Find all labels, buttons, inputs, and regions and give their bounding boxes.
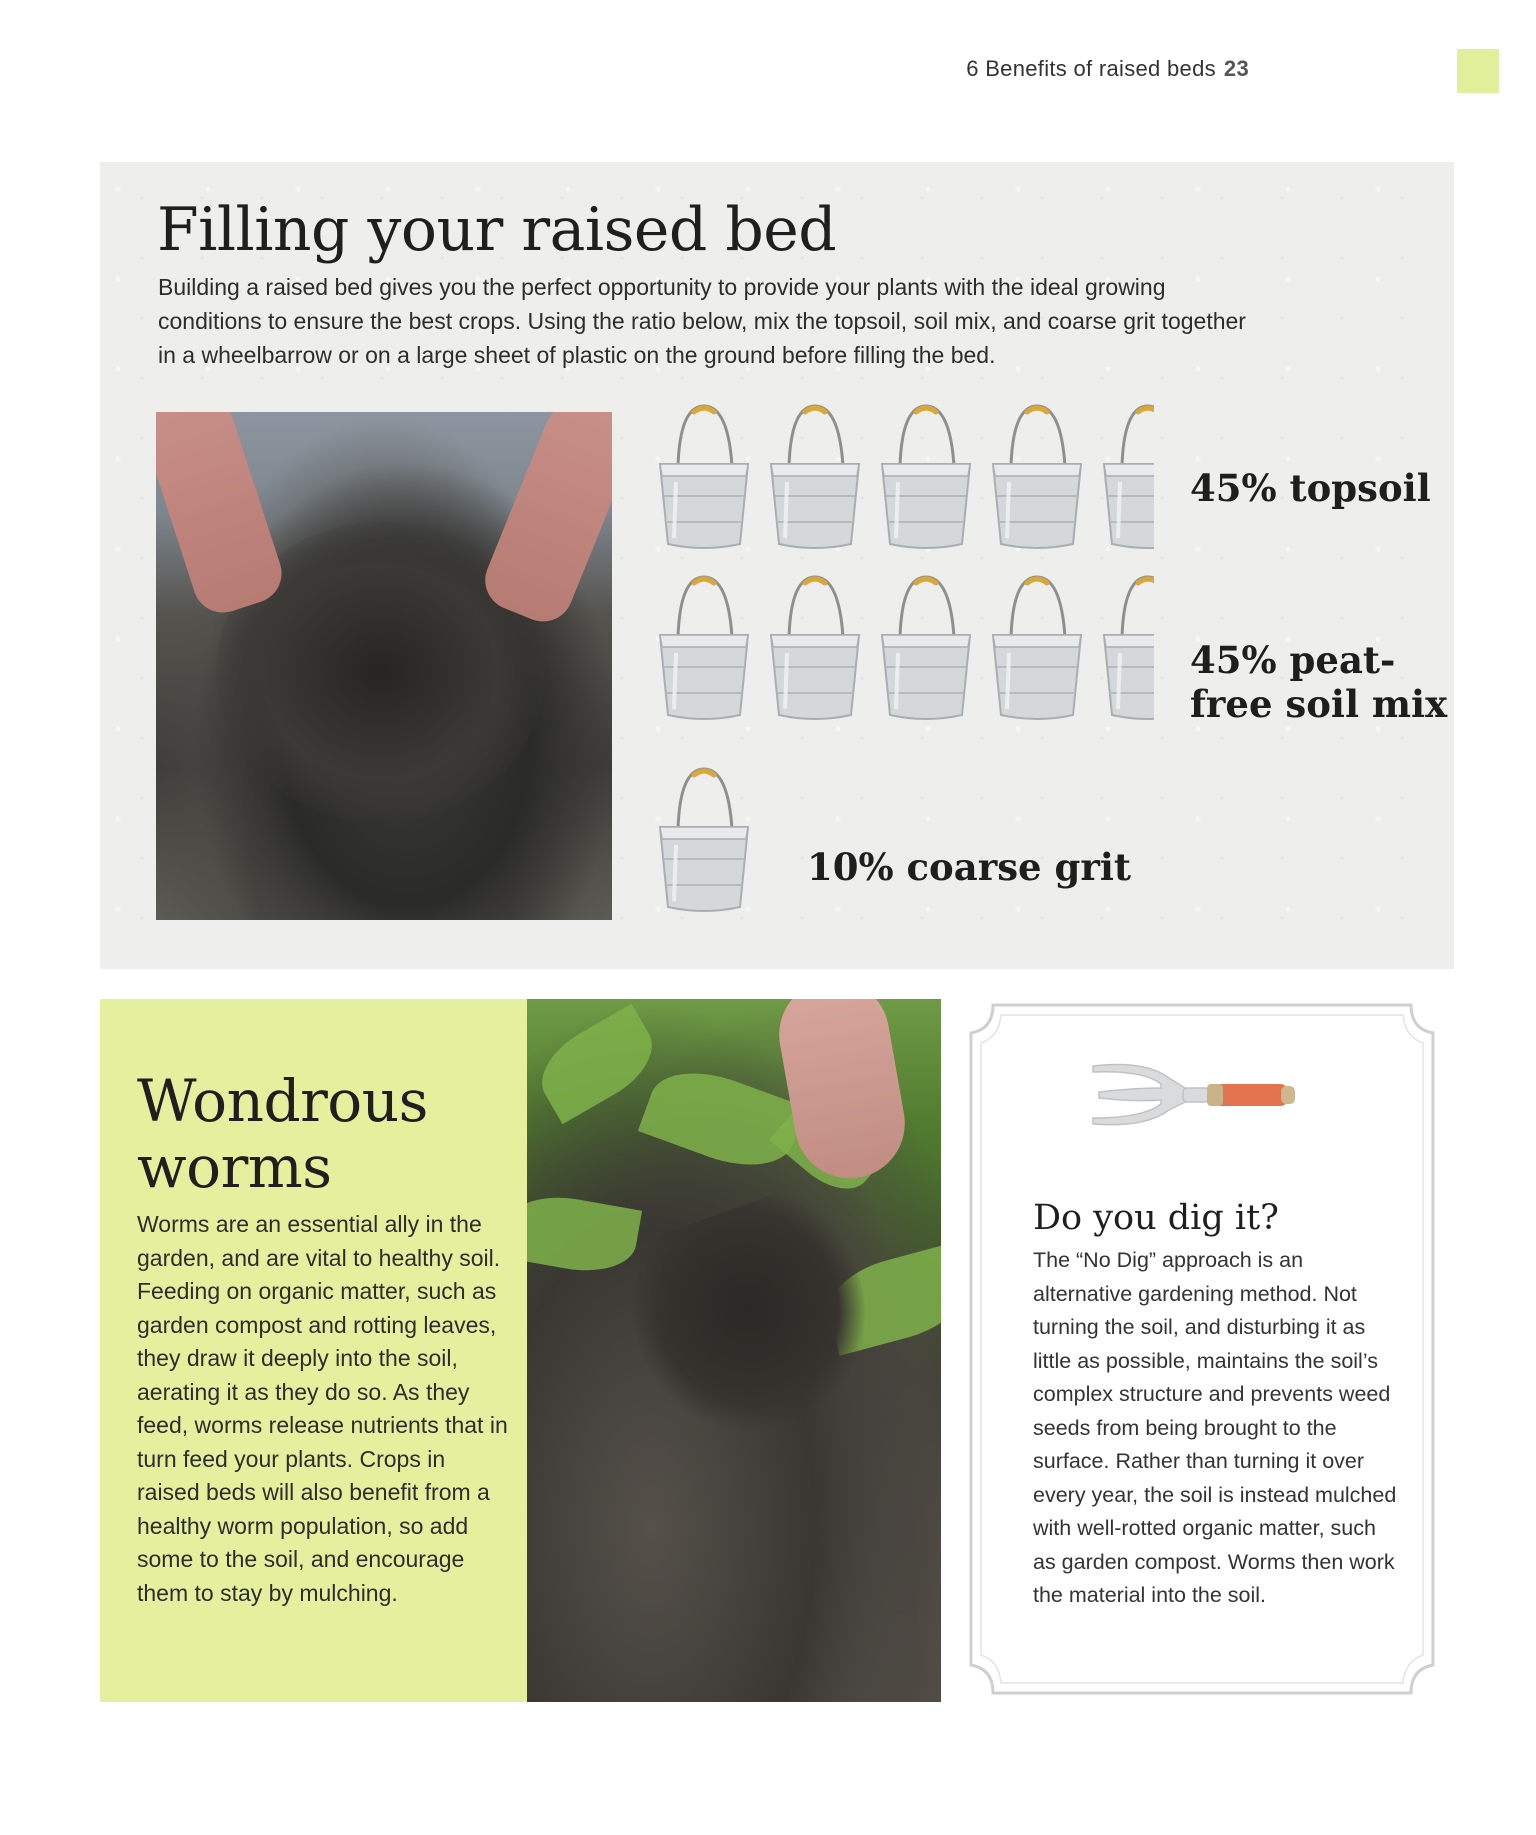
worms-title: Wondrous worms [137,1067,428,1201]
trowel-photo [527,999,941,1702]
ratio-label-soil-mix: 45% peat- free soil mix [1190,638,1448,726]
bucket-icon [654,765,754,915]
ratio-label-topsoil: 45% topsoil [1190,466,1431,510]
half-bucket-icon [1098,402,1154,552]
dig-title: Do you dig it? [1033,1198,1279,1238]
hand-fork-icon [1085,1048,1310,1140]
bucket-icon [987,573,1087,723]
bucket-icon [654,573,754,723]
filling-title: Filling your raised bed [157,195,837,265]
right-hand [476,412,612,630]
bucket-icon [987,402,1087,552]
bucket-icon [876,573,976,723]
bucket-icon [654,402,754,552]
bucket-icon [876,402,976,552]
soil-photo [156,412,612,920]
bucket-icon [765,573,865,723]
leaf [638,1056,806,1182]
bucket-icon [765,402,865,552]
half-bucket-icon [1098,573,1154,723]
trowel-with-soil [606,1176,897,1461]
page-tab-marker [1457,49,1499,93]
running-header [966,56,1249,82]
section-title: 6 Benefits of raised beds [966,56,1216,81]
dig-body: The “No Dig” approach is an alternative gardening method. Not turning the soil, and disturbing it as little as possible, maintains the soil’s complex structure and prevents weed seeds from being brought to the surface. Rather than turning it over every year, the soil is instead mulched with well-rotted organic matter, such as garden compost. Worms then work the material into the soil. [1033,1248,1397,1607]
page-number: 23 [1223,56,1249,81]
left-hand [156,412,289,620]
filling-intro: Building a raised bed gives you the perfect opportunity to provide your plants with the ideal growing conditions to ensure the best crops. Using the ratio below, mix the topsoil, soil mix, and coarse grit together in a wheelbarrow or on a large sheet of plastic on the ground before filling the bed. [158,274,1246,368]
worms-body: Worms are an essential ally in the garden, and are vital to healthy soil. Feeding on organic matter, such as garden compost and rotting leaves, they draw it deeply into the soil, aerating it as they do so. As they feed, worms release nutrients that in turn feed your plants. Crops in raised beds will also benefit from a healthy worm population, so add some to the soil, and encourage them to stay by mulching. [137,1211,508,1606]
ratio-label-grit: 10% coarse grit [807,845,1131,889]
